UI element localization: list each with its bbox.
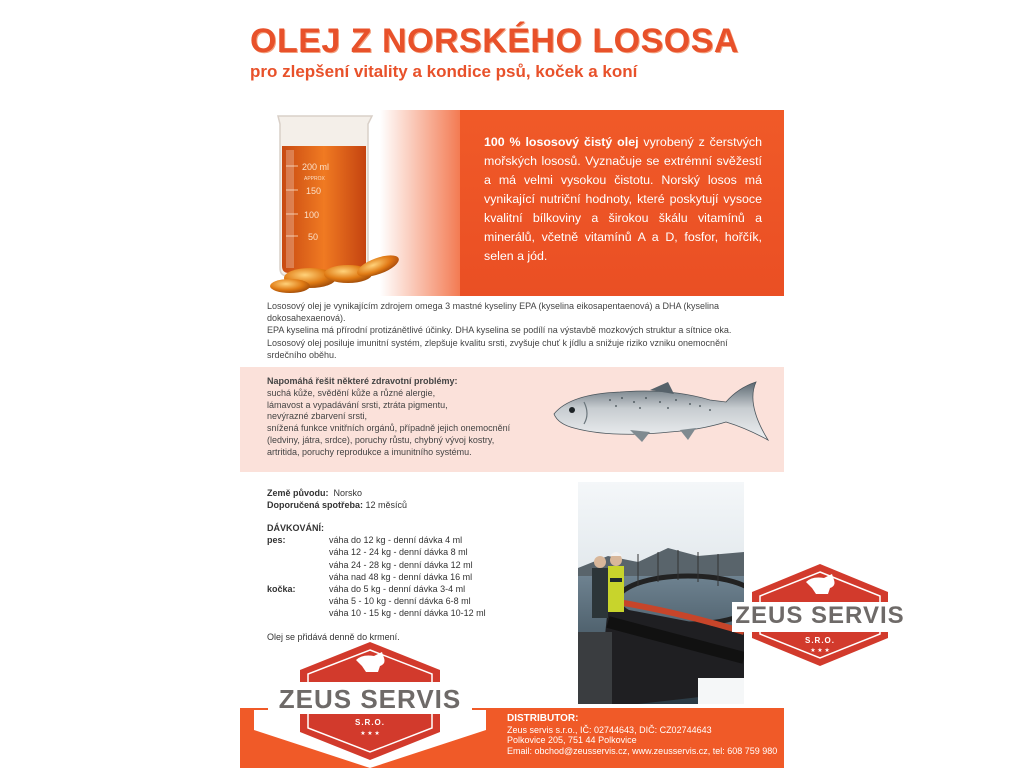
beaker-mark-150: 150	[306, 186, 322, 196]
hero-description	[484, 133, 762, 266]
beaker-mark-50: 50	[308, 232, 319, 242]
distributor-title: DISTRIBUTOR:	[507, 713, 579, 724]
dosage-value: váha do 5 kg - denní dávka 3-4 ml	[329, 583, 466, 594]
logo-stars: ★ ★ ★	[810, 648, 830, 654]
beaker-mark-200: 200 ml	[302, 162, 330, 172]
origin-value: Norsko	[333, 488, 363, 498]
dosage-row	[267, 546, 468, 558]
beaker-mark-100: 100	[304, 210, 320, 220]
distributor-line: Zeus servis s.r.o., IČ: 02744643, DIČ: CZ02744643	[507, 724, 712, 735]
dosage-value: váha 24 - 28 kg - denní dávka 12 ml	[329, 559, 473, 570]
dosage-table	[267, 522, 486, 620]
dosage-value: váha 10 - 15 kg - denní dávka 10-12 ml	[329, 608, 486, 619]
dosage-value: váha do 12 kg - denní dávka 4 ml	[329, 535, 463, 546]
health-line: snížená funkce vnitřních orgánů, případně jejich onemocnění	[267, 423, 511, 434]
fish-farm-photo	[578, 482, 744, 704]
page-title: OLEJ Z NORSKÉHO LOSOSA	[250, 22, 739, 60]
page-subtitle: pro zlepšení vitality a kondice psů, koček a koní	[250, 62, 638, 81]
dosage-value: váha 5 - 10 kg - denní dávka 6-8 ml	[329, 596, 471, 607]
hero-description-bold: 100 % lososový čistý olej	[484, 135, 639, 149]
beaker-mark-approx: APPROX	[304, 176, 325, 182]
footer-logo-name: ZEUS SERVIS	[278, 684, 462, 714]
dosage-row	[267, 583, 466, 595]
distributor-line: Email: obchod@zeusservis.cz, www.zeusservis.cz, tel: 608 759 980	[507, 745, 778, 756]
footer-logo	[240, 638, 500, 768]
dosage-row	[267, 559, 473, 571]
dosage-animal: kočka:	[267, 583, 296, 594]
dosage-animal: pes:	[267, 535, 286, 546]
logo-suffix: S.R.O.	[804, 636, 835, 645]
salmon-icon	[550, 380, 772, 449]
dosage-row	[267, 571, 473, 583]
usage-label: Doporučená spotřeba:	[267, 500, 364, 511]
dosage-value: váha nad 48 kg - denní dávka 16 ml	[329, 571, 473, 582]
footer-logo-stars: ★ ★ ★	[360, 731, 380, 737]
footer-logo-suffix: S.R.O.	[354, 718, 385, 727]
dosage-row	[267, 595, 471, 607]
intro-text	[267, 300, 737, 361]
logo-name: ZEUS SERVIS	[735, 602, 905, 629]
health-problems	[267, 376, 557, 459]
health-line: nevýrazné zbarvení srsti,	[267, 411, 368, 422]
dosage-value: váha 12 - 24 kg - denní dávka 8 ml	[329, 547, 468, 558]
health-line: lámavost a vypadávání srsti, ztráta pigmentu,	[267, 399, 448, 410]
health-line: suchá kůže, svědění kůže a různé alergie,	[267, 387, 436, 398]
distributor-info	[507, 714, 777, 756]
origin-label: Země původu:	[267, 488, 329, 498]
company-logo	[732, 560, 908, 670]
product-info	[267, 487, 407, 511]
dosage-heading: DÁVKOVÁNÍ:	[267, 523, 325, 533]
distributor-line: Polkovice 205, 751 44 Polkovice	[507, 735, 637, 745]
intro-paragraph-1: Lososový olej je vynikajícím zdrojem omega 3 mastné kyseliny EPA (kyselina eikosapentaenová) a DHA (kyselina dokosahexaenová).	[267, 301, 720, 324]
usage-value: 12 měsíců	[365, 500, 408, 511]
intro-paragraph-2: EPA kyselina má přírodní protizánětlivé účinky. DHA kyselina se podílí na výstavbě mozkových struktur a sítnice oka. Lososový olej posiluje imunitní systém, zlepšuje kvalitu srsti, zvyšuje chuť k jídlu a snižuje riziko vzniku onemocnění srdečního oběhu.	[267, 325, 732, 360]
dosage-row	[267, 607, 486, 619]
health-line: (ledviny, játra, srdce), poruchy růstu, chybný vývoj kostry,	[267, 434, 495, 445]
dosage-note: Olej se přidává denně do krmení.	[267, 632, 400, 642]
hero-description-rest: vyrobený z čerstvých mořských lososů. Vyznačuje se extrémní svěžestí a má velmi vysokou čistotu. Norský losos má vynikající nutriční hodnoty, které poskytují vysoce kvalitní bílkoviny a širokou škálu vitamínů a minerálů, včetně vitamínů A a D, fosfor, hořčík, selen a jód.	[484, 135, 762, 263]
health-heading: Napomáhá řešit některé zdravotní problémy:	[267, 376, 458, 386]
health-line: artritida, poruchy reprodukce a imunitního systému.	[267, 446, 472, 457]
dosage-row	[267, 534, 463, 546]
